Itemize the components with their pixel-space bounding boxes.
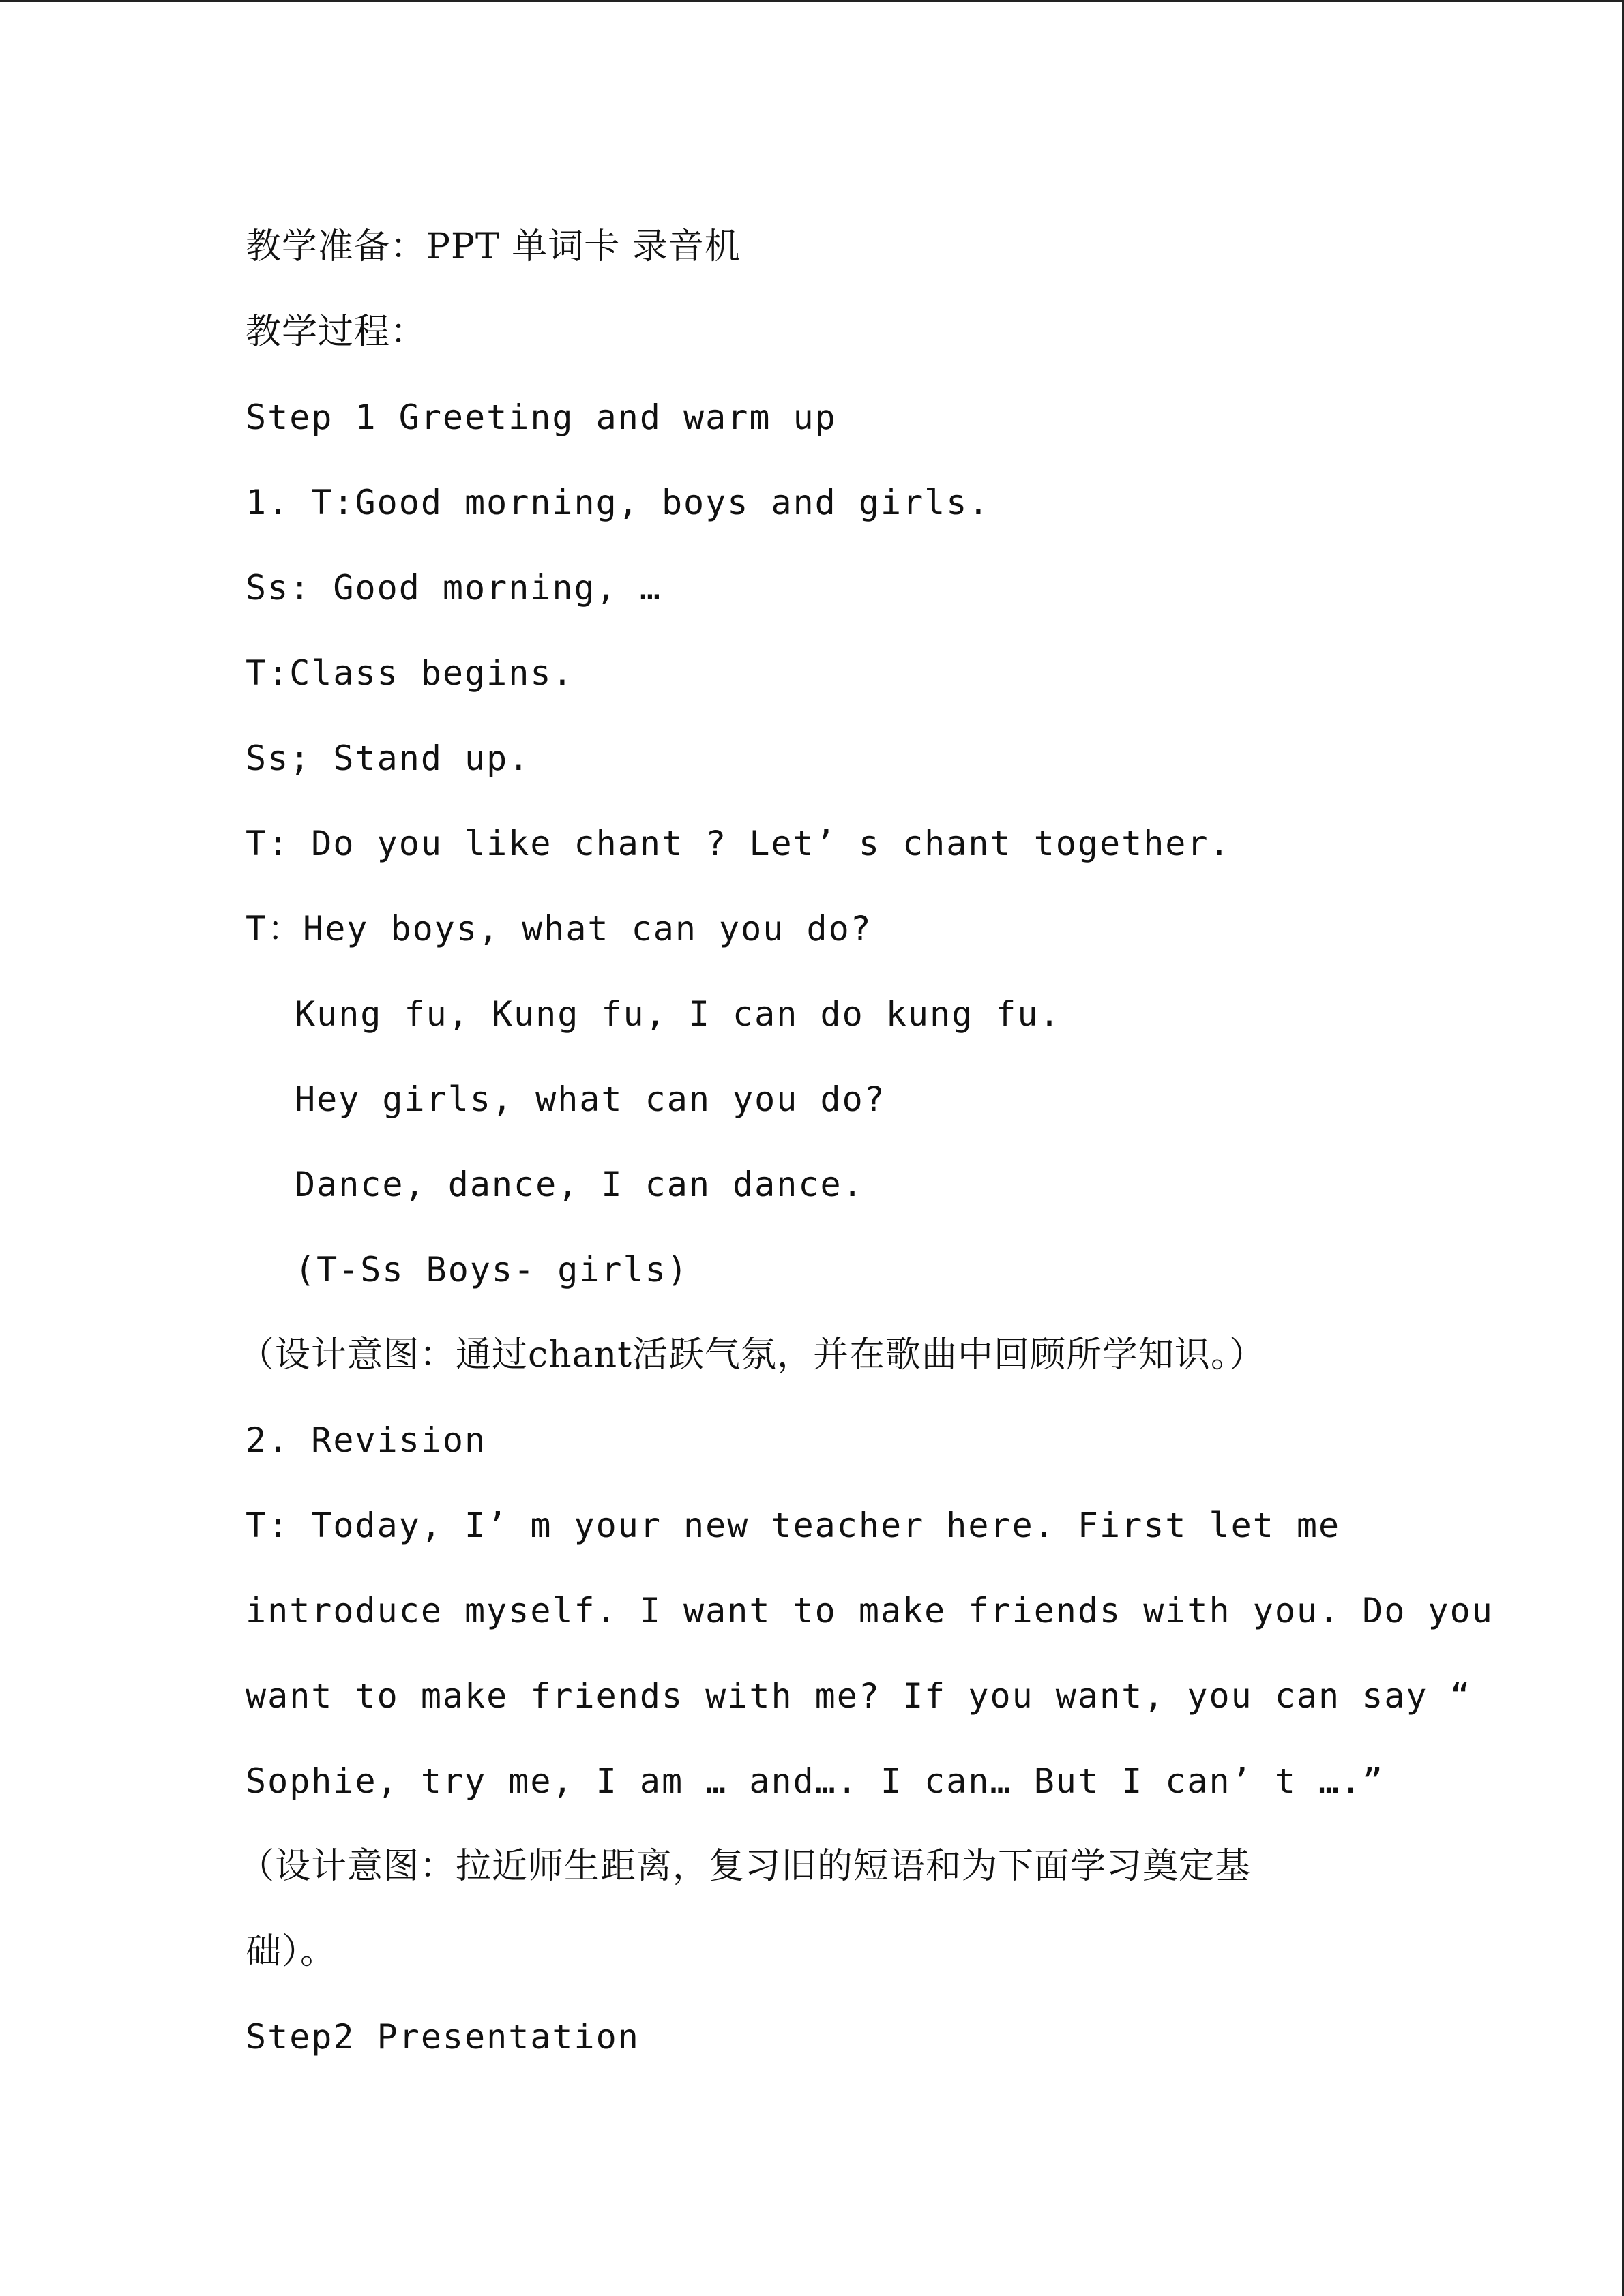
chant-line: T：Hey boys, what can you do?	[246, 909, 872, 949]
design-intent-note-continued: 础）。	[246, 1931, 337, 1972]
document-body	[239, 205, 1494, 2080]
design-intent-note: （设计意图：通过chant活跃气氛，并在歌曲中回顾所学知识。）	[239, 1335, 1266, 1375]
step1-heading: Step 1 Greeting and warm up	[246, 398, 837, 437]
paragraph-line: T: Today, I’ m your new teacher here. First let me	[246, 1506, 1341, 1545]
dialogue-line: T: Do you like chant ? Let’ s chant together.	[246, 824, 1231, 863]
teaching-preparation-line: 教学准备：PPT 单词卡 录音机	[246, 226, 741, 267]
dialogue-line: T:Class begins.	[246, 653, 574, 693]
chant-line: Kung fu, Kung fu, I can do kung fu.	[295, 994, 1061, 1034]
revision-heading: 2. Revision	[246, 1420, 487, 1460]
paragraph-line: introduce myself. I want to make friends with you. Do you	[246, 1591, 1494, 1630]
chant-line: (T-Ss Boys- girls)	[295, 1250, 689, 1289]
design-intent-note: （设计意图：拉近师生距离，复习旧的短语和为下面学习奠定基	[239, 1846, 1252, 1887]
dialogue-line: Ss: Good morning, …	[246, 568, 662, 608]
teaching-process-heading: 教学过程：	[246, 312, 427, 353]
page-top-border	[0, 0, 1624, 2]
chant-line: Dance, dance, I can dance.	[295, 1165, 864, 1204]
paragraph-line: want to make friends with me? If you want, you can say “	[246, 1676, 1472, 1716]
paragraph-line: Sophie, try me, I am … and…. I can… But I can’ t ….”	[246, 1761, 1385, 1801]
dialogue-line: Ss; Stand up.	[246, 739, 531, 778]
step2-heading: Step2 Presentation	[246, 2017, 640, 2057]
dialogue-line: 1. T:Good morning, boys and girls.	[246, 483, 990, 522]
chant-line: Hey girls, what can you do?	[295, 1079, 886, 1119]
